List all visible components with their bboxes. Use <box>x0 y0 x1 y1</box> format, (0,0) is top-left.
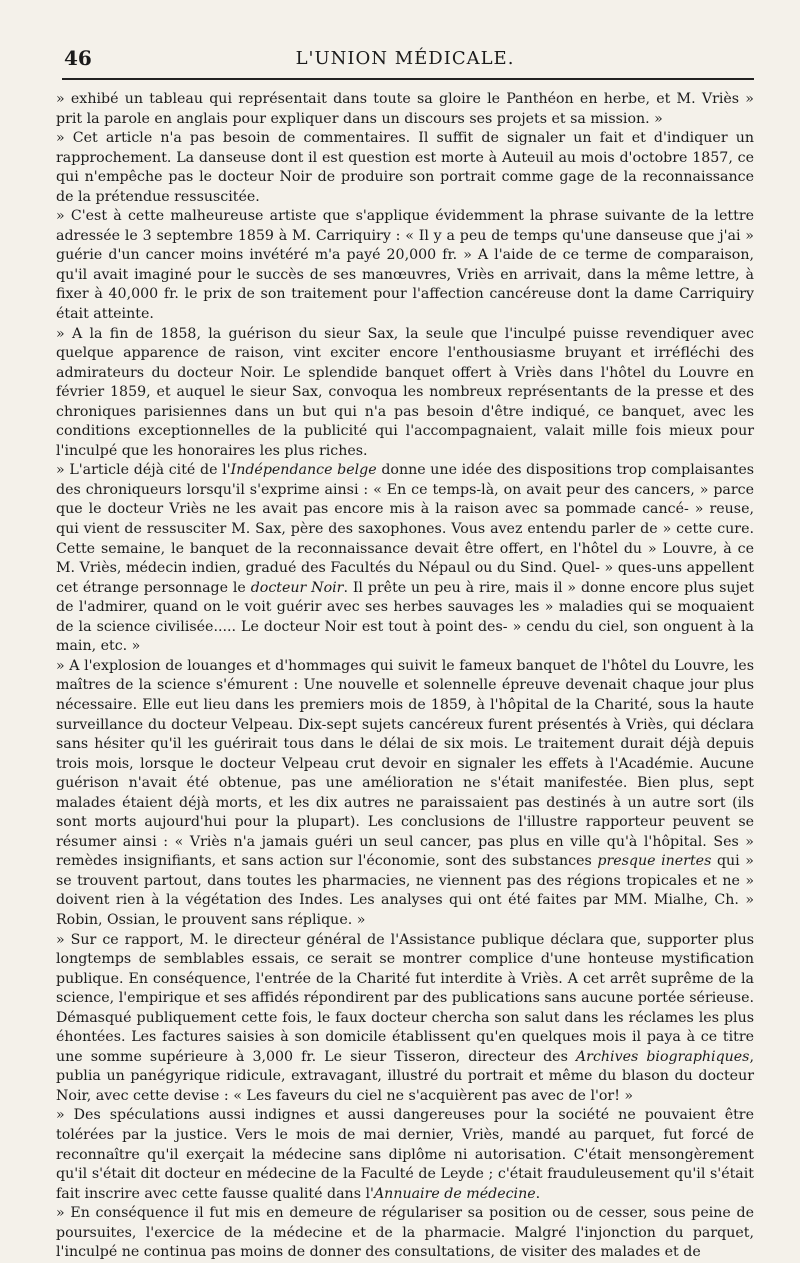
text-run: » Des spéculations aussi indignes et aussi dangereuses pour la société ne pouvaient être tolérées par la justice. Vers le mois de mai dernier, Vriès, mandé au parquet, fut forcé de reconnaître qu'il exerçait la médecine sans diplôme ni autorisation. C'était mensongèrement qu'il s'était dit docteur en médecine de la Faculté de Leyde ; c'était frauduleusement qu'il s'était fait inscrire avec cette fausse qualité dans l' <box>56 1107 754 1202</box>
paragraph <box>56 325 754 462</box>
text-run: , publia un panégyrique ridicule, extravagant, illustré du portrait et même du blason du docteur Noir, avec cette devise : « Les faveurs du ciel ne s'acquièrent pas avec de l'or! » <box>56 1048 754 1104</box>
text-run: . Il prête un peu à rire, mais il » donne encore plus sujet de l'admirer, quand on le voit guérir avec ses herbes sauvages les » maladies qui se moquaient de la science civilisée..... Le docteur Noir est tout à point des- » cendu du ciel, son onguent à la main, etc. » <box>56 579 754 655</box>
text-run: » En conséquence il fut mis en demeure de régulariser sa position ou de cesser, sous peine de poursuites, l'exercice de la médecine et de la pharmacie. Malgré l'injonction du parquet, l'inculpé ne continua pas moins de donner des consultations, de visiter des malades et de <box>56 1205 754 1261</box>
paragraph <box>56 1204 754 1263</box>
paragraph <box>56 461 754 656</box>
text-run: » A l'explosion de louanges et d'hommages qui suivit le fameux banquet de l'hôtel du Louvre, les maîtres de la science s'émurent : Une nouvelle et solennelle épreuve devenait chaque jour plus nécessaire. Elle eut lieu dans les premiers mois de 1859, à l'hôpital de la Charité, sous la haute surveillance du docteur Velpeau. Dix-sept sujets cancéreux furent présentés à Vriès, qui déclara sans hésiter qu'il les guérirait tous dans le délai de six mois. Le traitement durait déjà depuis trois mois, lorsque le docteur Velpeau crut devoir en signaler les effets à l'Académie. Aucune guérison n'avait été obtenue, pas une amélioration ne s'était manifestée. Bien plus, sept malades étaient déjà morts, et les dix autres ne paraissaient pas destinés à un autre sort (ils sont morts aujourd'hui pour la plupart). Les conclusions de l'illustre rapporteur peuvent se résumer ainsi : « Vriès n'a jamais guéri un seul cancer, pas plus en ville qu'à l'hôpital. Ses » remèdes insignifiants, et sans action sur l'économie, sont des substances <box>56 657 754 870</box>
page-header <box>56 42 754 70</box>
page-number: 46 <box>64 46 92 70</box>
paragraph <box>56 129 754 207</box>
text-run: » L'article déjà cité de l' <box>56 462 231 479</box>
paragraph <box>56 90 754 129</box>
text-run: » C'est à cette malheureuse artiste que s'applique évidemment la phrase suivante de la lettre adressée le 3 septembre 1859 à M. Carriquiry : « Il y a peu de temps qu'une danseuse que j'ai » guérie d'un cancer moins invétéré m'a payé 20,000 fr. » A l'aide de ce terme de comparaison, qu'il avait imaginé pour le succès de ses manœuvres, Vriès en arrivait, dans la même lettre, à fixer à 40,000 fr. le prix de son traitement pour l'affection cancéreuse dont la dame Carriquiry était atteinte. <box>56 208 754 323</box>
italic-text: docteur Noir <box>250 579 344 596</box>
italic-text: Archives biographiques <box>575 1048 750 1065</box>
italic-text: presque inertes <box>597 853 712 870</box>
header-rule <box>62 78 754 80</box>
italic-text: Indépendance belge <box>230 462 377 479</box>
italic-text: Annuaire de médecine <box>373 1185 536 1202</box>
running-title: L'UNION MÉDICALE. <box>295 48 515 69</box>
text-run: » Sur ce rapport, M. le directeur général de l'Assistance publique déclara que, supporter plus longtemps de semblables essais, ce serait se montrer complice d'une honteuse mystification publique. En conséquence, l'entrée de la Charité fut interdite à Vriès. A cet arrêt suprême de la science, l'empirique et ses affidés répondirent par des publications sans aucune portée sérieuse. Démasqué publiquement cette fois, le faux docteur chercha son salut dans les réclames les plus éhontées. Les factures saisies à son domicile établissent qu'en quelques mois il paya à ce titre une somme supérieure à 3,000 fr. Le sieur Tisseron, directeur des <box>56 931 754 1065</box>
text-run: qui » se trouvent partout, dans toutes les pharmacies, ne viennent pas des régions tropicales et ne » doivent rien à la végétation des Indes. Les analyses qui ont été faites par MM. Mialhe, Ch. » Robin, Ossian, le prouvent sans réplique. » <box>56 853 754 928</box>
paragraph <box>56 657 754 931</box>
text-run: » A la fin de 1858, la guérison du sieur Sax, la seule que l'inculpé puisse revendiquer avec quelque apparence de raison, vint exciter encore l'enthousiasme bruyant et irréfléchi des admirateurs du docteur Noir. Le splendide banquet offert à Vriès dans l'hôtel du Louvre en février 1859, et auquel le sieur Sax, convoqua les nombreux représentants de la presse et des chroniques parisiennes dans un but qui n'a pas besoin d'être indiqué, ce banquet, avec les conditions exceptionnelles de la publicité qui l'accompagnaient, valait mille fois mieux pour l'inculpé que les honoraires les plus riches. <box>56 325 754 459</box>
text-run: . <box>535 1185 541 1202</box>
text-run: donne une idée des dispositions trop complaisantes des chroniqueurs lorsqu'il s'exprime ainsi : « En ce temps-là, on avait peur des cancers, » parce que le docteur Vriès ne les avait pas encore mis à la raison avec sa pommade cancé- » reuse, qui vient de ressusciter M. Sax, père des saxophones. Vous avez entendu parler de » cette cure. Cette semaine, le banquet de la reconnaissance devait être offert, en l'hôtel du » Louvre, à ce M. Vriès, médecin indien, gradué des Facultés du Népaul ou du Sind. Quel- » ques-uns appellent cet étrange personnage le <box>56 462 754 596</box>
article-text <box>56 90 754 1263</box>
text-run: » exhibé un tableau qui représentait dans toute sa gloire le Panthéon en herbe, et M. Vriès » prit la parole en anglais pour expliquer dans un discours ses projets et sa mission. » <box>56 91 754 127</box>
paragraph <box>56 207 754 324</box>
paragraph <box>56 931 754 1107</box>
text-run: » Cet article n'a pas besoin de commentaires. Il suffit de signaler un fait et d'indiquer un rapprochement. La danseuse dont il est question est morte à Auteuil au mois d'octobre 1857, ce qui n'empêche pas le docteur Noir de produire son portrait comme gage de la reconnaissance de la prétendue ressuscitée. <box>56 130 754 205</box>
paragraph <box>56 1106 754 1204</box>
